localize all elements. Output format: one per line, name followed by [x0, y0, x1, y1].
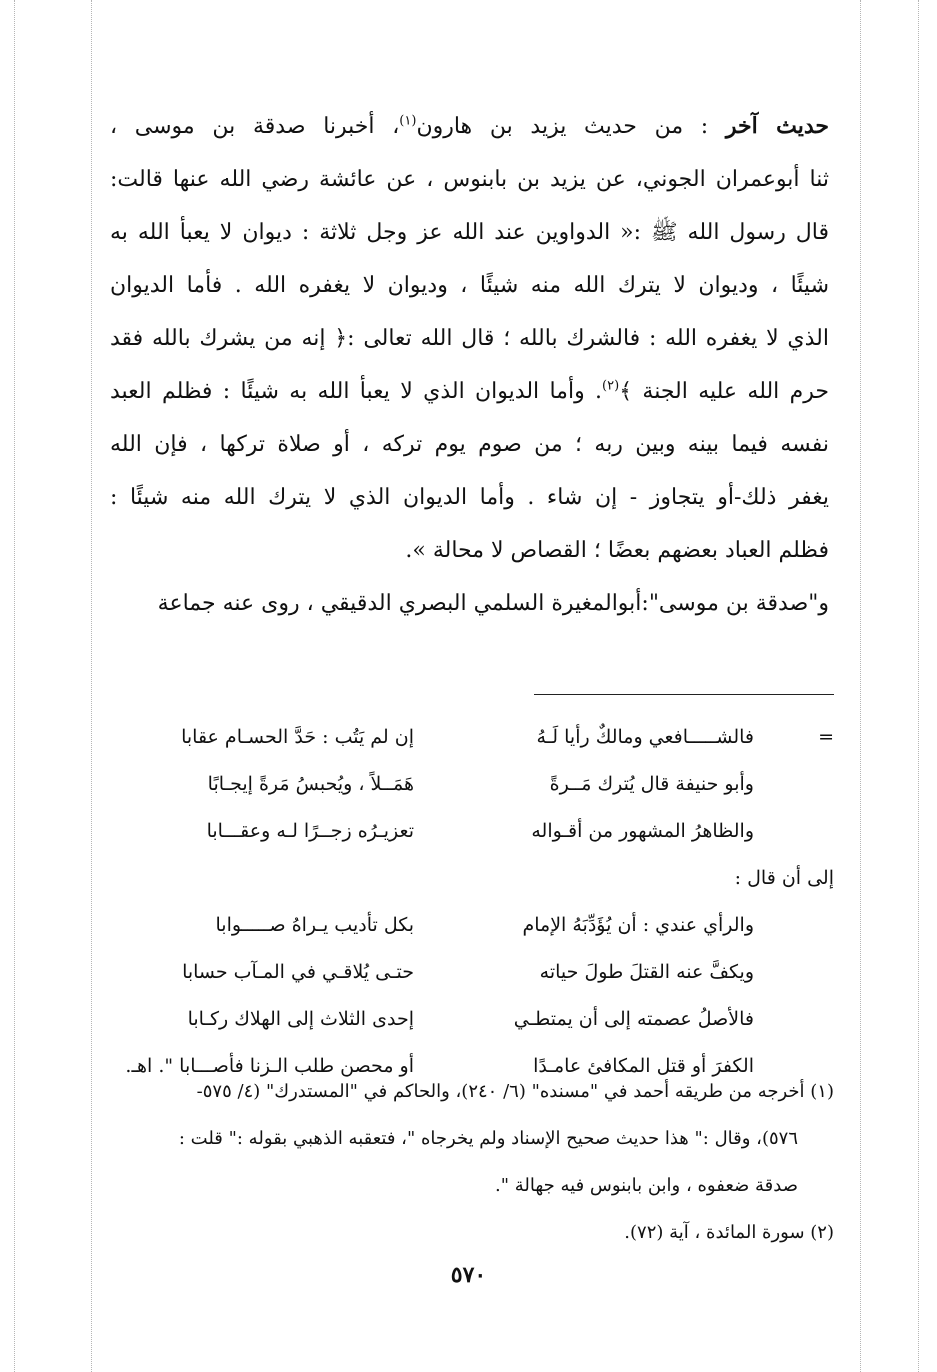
verse-first-hemistich: والرأي عندي : أن يُؤَدِّبَهُ الإمام: [522, 914, 754, 936]
main-text: [110, 100, 829, 630]
verse-second-hemistich: أو محصن طلب الـزنا فأصـــابا ". اهـ.: [125, 1055, 414, 1077]
poem-verse: [120, 996, 834, 1043]
verse-second-hemistich: تعزيـرُه زجــرًا لـه وعقـــابا: [206, 820, 414, 842]
margin-guide: [14, 0, 15, 1372]
footnote-2: (٢) سورة المائدة ، آية (٧٢).: [624, 1222, 834, 1243]
verse-first-hemistich: فالأصلُ عصمته إلى أن يمتطـي: [513, 1008, 754, 1030]
verse-second-hemistich: هَمَــلاً ، ويُحبسُ مَرةً إيجـابًا: [207, 773, 414, 795]
text-line: الذي لا يغفره الله : فالشرك بالله ؛ قال الله تعالى :﴿ إنه من يشرك بالله فقد: [110, 326, 829, 351]
continuation-marker: =: [818, 726, 834, 748]
verse-first-hemistich: الكفرَ أو قتل المكافئ عامـدًا: [533, 1055, 754, 1077]
verse-first-hemistich: والظاهرُ المشهور من أقـواله: [531, 820, 754, 842]
poem-block: [120, 714, 834, 1090]
poem-verse: [120, 949, 834, 996]
footnote-marker: (١): [399, 113, 417, 129]
margin-guide: [918, 0, 919, 1372]
text-line: نفسه فيما بينه وبين ربه ؛ من صوم يوم تركه ، أو صلاة تركها ، فإن الله: [110, 432, 829, 457]
verse-first-hemistich: وأبو حنيفة قال يُترك مَــرةً: [549, 773, 754, 795]
text-line: ثنا أبوعمران الجوني، عن يزيد بن بابنوس ، عن عائشة رضي الله عنها قالت:: [110, 167, 829, 192]
poem-verse: [120, 714, 834, 761]
poem-verse: [120, 808, 834, 855]
footnote-divider: [534, 694, 834, 695]
verse-first-hemistich: ويكفَّ عنه القتلَ طولَ حياته: [539, 961, 754, 983]
page-number: ٥٧٠: [450, 1262, 487, 1288]
footnotes: [105, 1068, 834, 1256]
hadith-heading: حديث آخر: [725, 113, 829, 139]
text-line: يغفر ذلك-أو يتجاوز - إن شاء . وأما الديوان الذي لا يترك الله منه شيئًا :: [110, 485, 829, 510]
text-line: شيئًا ، وديوان لا يترك الله منه شيئًا ، وديوان لا يغفره الله . فأما الديوان: [110, 273, 829, 298]
margin-guide: [91, 0, 92, 1372]
poem-transition: إلى أن قال :: [734, 867, 834, 889]
footnote-1: (١) أخرجه من طريقه أحمد في "مسنده" (٦/ ٢٤٠)، والحاكم في "المستدرك" (٤/ ٥٧٥-: [196, 1081, 834, 1102]
verse-first-hemistich: فالشـــــافعي ومالكٌ رأيا لَـهُ: [536, 726, 754, 748]
verse-second-hemistich: إحدى الثلاث إلى الهلاك ركـابا: [187, 1008, 414, 1030]
margin-guide: [860, 0, 861, 1372]
poem-verse: [120, 761, 834, 808]
verse-second-hemistich: بكل تأديب يـراهُ صـــــوابا: [215, 914, 414, 936]
footnote-1-continuation: صدقة ضعفوه ، وابن بابنوس فيه جهالة ".: [495, 1175, 798, 1196]
text-line: فظلم العباد بعضهم بعضًا ؛ القصاص لا محالة ».: [405, 538, 829, 563]
text-line: حرم الله عليه الجنة ﴾$^{(٢)}$. وأما الديوان الذي لا يعبأ الله به شيئًا : فظلم العبد: [110, 378, 829, 404]
narrator-note: و"صدقة بن موسى":أبوالمغيرة السلمي البصري الدقيقي ، روى عنه جماعة: [157, 591, 829, 616]
footnote-marker: (٢): [602, 378, 620, 394]
text-line: حديث آخر : من حديث يزيد بن هارون$^{(١)}$، أخبرنا صدقة بن موسى ،: [110, 113, 829, 139]
verse-second-hemistich: إن لم يَتُب : حَدَّ الحسـام عقابا: [181, 726, 414, 748]
verse-second-hemistich: حتـى يُلاقـي في المـآب حسابا: [182, 961, 414, 983]
text-line: قال رسول الله ﷺ :« الدواوين عند الله عز وجل ثلاثة : ديوان لا يعبأ الله به: [110, 220, 829, 245]
footnote-1-continuation: ٥٧٦)، وقال :" هذا حديث صحيح الإسناد ولم يخرجاه "، فتعقبه الذهبي بقوله :" قلت :: [178, 1128, 798, 1149]
poem-verse: [120, 902, 834, 949]
